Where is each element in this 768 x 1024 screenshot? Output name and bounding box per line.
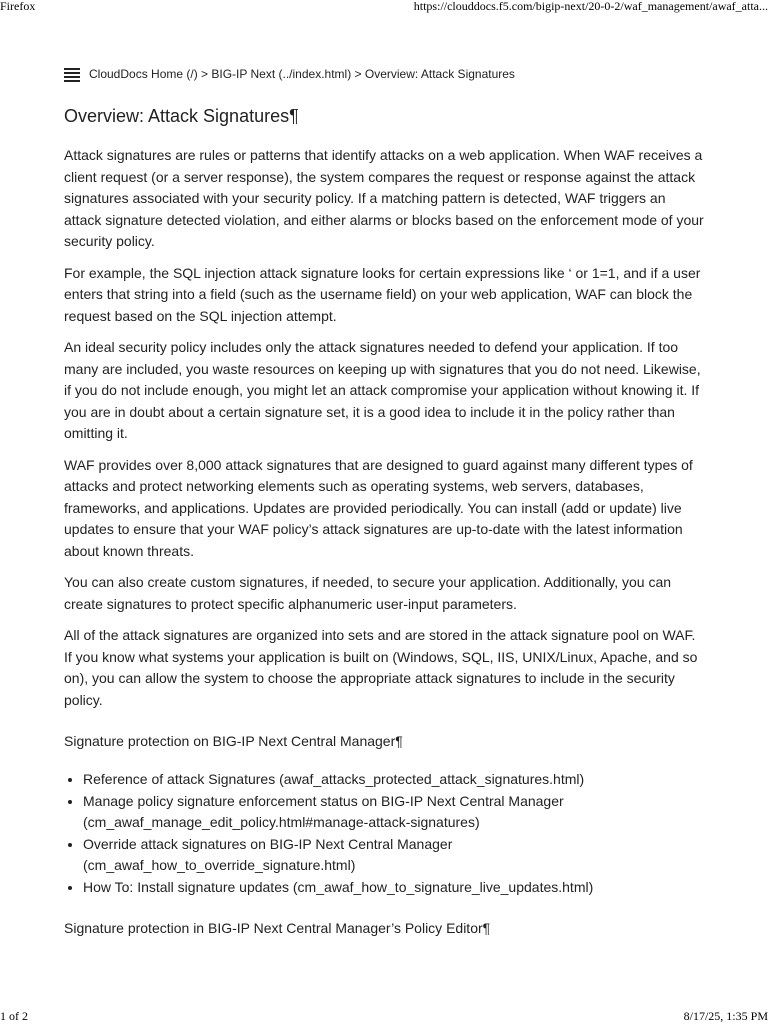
section-heading-signature-protection: Signature protection on BIG-IP Next Central Manager¶ xyxy=(64,733,403,749)
paragraph-1: Attack signatures are rules or patterns that identify attacks on a web application. When WAF receives a client request (or a server response), the system compares the request or response against the attack signatures associated with your security policy. If a matching pattern is detected, WAF triggers an attack signature detected violation, and either alarms or blocks based on the enforcement mode of your security policy. xyxy=(64,147,704,249)
paragraph-4: WAF provides over 8,000 attack signatures that are designed to guard against many different types of attacks and protect networking elements such as operating systems, web servers, databases, frameworks, and applications. Updates are provided periodically. You can install (add or update) live updates to ensure that your WAF policy’s attack signatures are up-to-date with the latest information about known threats. xyxy=(64,456,693,559)
signature-links-list xyxy=(64,769,706,898)
page-title: Overview: Attack Signatures¶ xyxy=(64,106,299,126)
section-heading-policy-editor: Signature protection in BIG-IP Next Central Manager’s Policy Editor¶ xyxy=(64,920,491,936)
paragraph-3: An ideal security policy includes only the attack signatures needed to defend your application. If too many are included, you waste resources on keeping up with signatures that you do not need. Likewise, if you do not include enough, you might let an attack compromise your application without knowing it. If you are in doubt about a certain signature set, it is a good idea to include it in the policy rather than omitting it. xyxy=(64,339,701,441)
paragraph-2: For example, the SQL injection attack signature looks for certain expressions like ‘ or 1=1, and if a user enters that string into a field (such as the username field) on your web application, WAF can block the request based on the SQL injection attempt. xyxy=(64,264,701,324)
paragraph-5: You can also create custom signatures, if needed, to secure your application. Additionally, you can create signatures to protect specific alphanumeric user-input parameters. xyxy=(64,574,672,612)
print-header xyxy=(0,0,768,14)
browser-name: Firefox xyxy=(0,0,36,13)
paragraph-6: All of the attack signatures are organized into sets and are stored in the attack signature pool on WAF. If you know what systems your application is built on (Windows, SQL, IIS, UNIX/Linux, Apache, and so on), you can allow the system to choose the appropriate attack signatures to include in the security policy. xyxy=(64,627,698,708)
list-item[interactable]: • How To: Install signature updates (cm_awaf_how_to_signature_live_updates.html) xyxy=(83,877,706,899)
page-number: 1 of 2 xyxy=(0,1010,28,1023)
page-url: https://clouddocs.f5.com/bigip-next/20-0-2/waf_management/awaf_atta... xyxy=(413,0,768,13)
list-item[interactable]: • Reference of attack Signatures (awaf_attacks_protected_attack_signatures.html) xyxy=(83,769,706,791)
document-content xyxy=(64,60,706,956)
breadcrumb xyxy=(64,60,706,88)
print-footer xyxy=(0,1010,768,1024)
breadcrumb-text[interactable]: CloudDocs Home (/) > BIG-IP Next (../index.html) > Overview: Attack Signatures xyxy=(89,67,515,81)
print-datetime: 8/17/25, 1:35 PM xyxy=(683,1010,768,1023)
list-item[interactable]: • Manage policy signature enforcement status on BIG-IP Next Central Manager (cm_awaf_manage_edit_policy.html#manage-attack-signatures) xyxy=(83,791,706,834)
list-item[interactable]: • Override attack signatures on BIG-IP Next Central Manager (cm_awaf_how_to_override_signature.html) xyxy=(83,834,706,877)
menu-icon[interactable] xyxy=(64,67,80,81)
